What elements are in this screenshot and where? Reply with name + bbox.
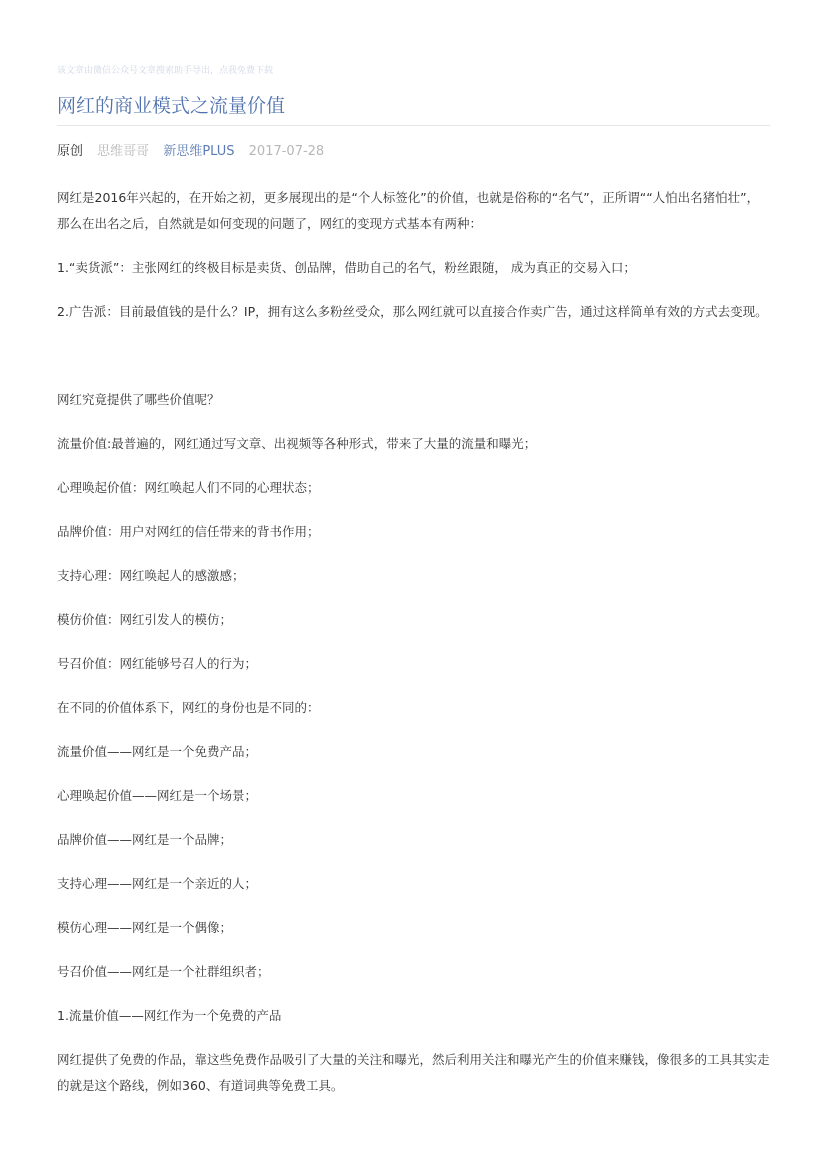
author-name: 思维哥哥 [97, 144, 150, 159]
paragraph-free-product: 网红提供了免费的作品，靠这些免费作品吸引了大量的关注和曝光，然后利用关注和曝光产生的价值来赚钱，像很多的工具其实走的就是这个路线，例如360、有道词典等免费工具。 [57, 1052, 770, 1093]
paragraph-sell-goods: 1.“卖货派”：主张网红的终极目标是卖货、创品牌，借助自己的名气，粉丝跟随， 成为真正的交易入口； [57, 260, 636, 275]
paragraph-question: 网红究竟提供了哪些价值呢？ [57, 392, 220, 407]
publish-date: 2017-07-28 [248, 144, 325, 159]
list-item: 心理唤起价值：网红唤起人们不同的心理状态； [57, 480, 320, 495]
list-item: 流量价值——网红是一个免费产品； [57, 744, 258, 759]
title-divider [57, 125, 770, 126]
article-meta [57, 140, 334, 159]
section-heading: 1.流量价值——网红作为一个免费的产品 [57, 1008, 282, 1023]
original-label: 原创 [57, 144, 84, 159]
paragraph-identity-intro: 在不同的价值体系下，网红的身份也是不同的： [57, 700, 320, 715]
article-body [57, 185, 770, 1117]
account-link[interactable]: 新思维PLUS [163, 144, 235, 159]
list-item: 模仿价值：网红引发人的模仿； [57, 612, 233, 627]
list-item: 支持心理——网红是一个亲近的人； [57, 876, 258, 891]
article-title: 网红的商业模式之流量价值 [57, 95, 286, 117]
export-notice-link[interactable]: 该文章由微信公众号文章搜索助手导出，点我免费下载 [57, 66, 274, 76]
paragraph-advertising: 2.广告派：目前最值钱的是什么？IP，拥有这么多粉丝受众，那么网红就可以直接合作卖广告，通过这样简单有效的方式去变现。 [57, 304, 768, 319]
list-item: 模仿心理——网红是一个偶像； [57, 920, 233, 935]
list-item: 流量价值:最普遍的，网红通过写文章、出视频等各种形式，带来了大量的流量和曝光； [57, 436, 537, 451]
list-item: 号召价值：网红能够号召人的行为； [57, 656, 258, 671]
list-item: 品牌价值——网红是一个品牌； [57, 832, 233, 847]
list-item: 品牌价值：用户对网红的信任带来的背书作用； [57, 524, 320, 539]
list-item: 支持心理：网红唤起人的感激感； [57, 568, 245, 583]
list-item: 号召价值——网红是一个社群组织者； [57, 964, 270, 979]
list-item: 心理唤起价值——网红是一个场景； [57, 788, 258, 803]
paragraph-intro: 网红是2016年兴起的，在开始之初，更多展现出的是“个人标签化”的价值，也就是俗称的“名气”，正所谓““人怕出名猪怕壮”，那么在出名之后，自然就是如何变现的问题了，网红的变现方式基本有两种： [57, 190, 760, 231]
